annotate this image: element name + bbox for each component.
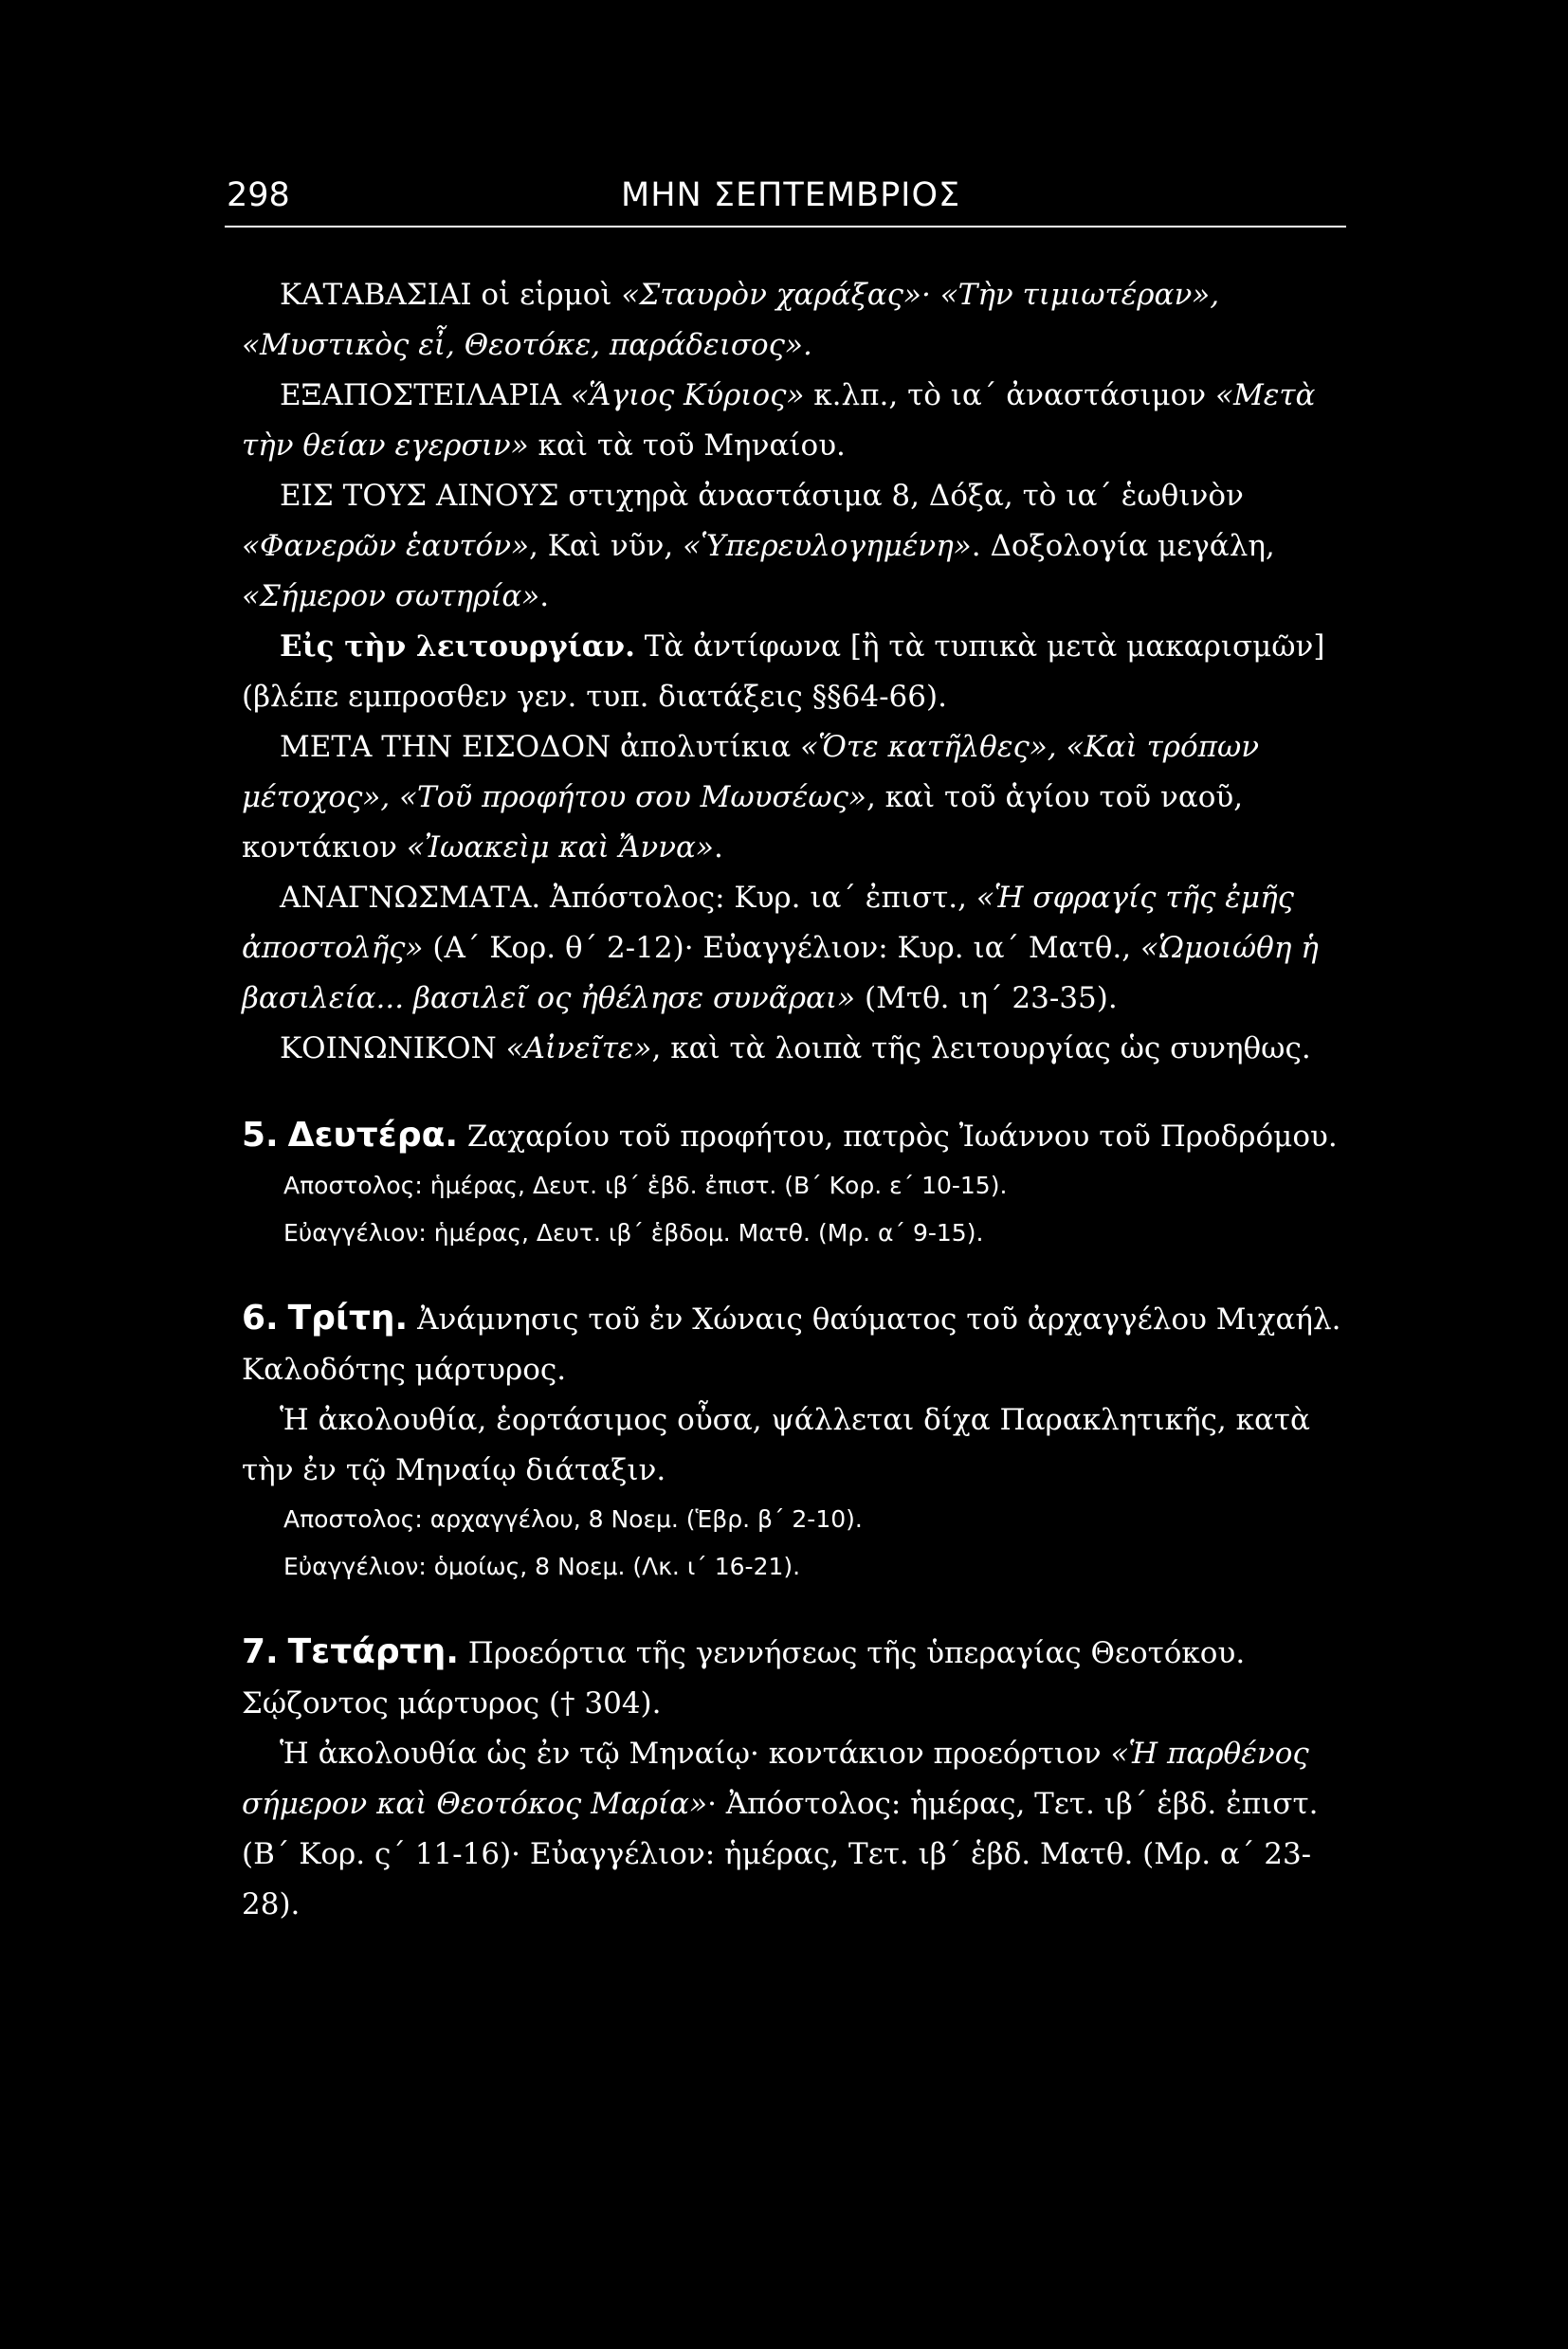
day-6-text: Ἀνάμνησις τοῦ ἐν Χώναις θαύματος τοῦ ἀρχαγγέλου Μιχαήλ. Καλοδότης μάρτυρος.	[242, 1302, 1341, 1387]
readings-quote-1: «Ἡ σφραγίς τῆς ἐμῆς ἀποστολῆς»	[242, 881, 1295, 965]
exapostilaria-text: κ.λπ., τὸ ια΄ ἀναστάσιμον	[804, 378, 1215, 412]
entrance-paragraph	[242, 722, 1346, 873]
readings-paragraph	[242, 873, 1346, 1024]
day-7-name: Τετάρτη.	[287, 1632, 459, 1671]
readings-text-2: (Α΄ Κορ. θ΄ 2-12)· Εὐαγγέλιον: Κυρ. ια΄ Ματθ.,	[423, 931, 1140, 965]
day-6-number: 6.	[242, 1299, 279, 1338]
running-title: ΜΗΝ ΣΕΠΤΕΜΒΡΙΟΣ	[621, 176, 961, 214]
ainous-text: ΕΙΣ ΤΟΥΣ ΑΙΝΟΥΣ στιχηρὰ ἀναστάσιμα 8, Δόξα, τὸ ια΄ ἑωθινὸν	[280, 479, 1244, 513]
liturgy-paragraph	[242, 622, 1346, 722]
day-7-text: Προεόρτια τῆς γεννήσεως τῆς ὑπεραγίας Θεοτόκου. Σῴζοντος μάρτυρος († 304).	[242, 1636, 1246, 1721]
entrance-hymns: «Ὅτε κατῆλθες», «Καὶ τρόπων μέτοχος», «Τοῦ προφήτου σου Μωυσέως»	[242, 730, 1260, 814]
day-5-reading-2: Εὐαγγέλιον: ἡμέρας, Δευτ. ιβ΄ ἑβδομ. Ματθ. (Μρ. α΄ 9-15).	[283, 1219, 984, 1247]
ainous-hymn-3: «Σήμερον σωτηρία»	[242, 579, 540, 613]
day-6-reading-1: Αποστολος: αρχαγγέλου, 8 Νοεμ. (Ἑβρ. β΄ 2-10).	[283, 1505, 863, 1533]
katavasiai-hymns: «Σταυρὸν χαράξας»· «Τὴν τιμιωτέραν», «Μυστικὸς εἶ, Θεοτόκε, παράδεισος».	[242, 278, 1220, 362]
ainous-text-3: . Δοξολογία μεγάλη,	[971, 529, 1275, 563]
page-body	[242, 270, 1346, 1930]
exapostilaria-label: ΕΞΑΠΟΣΤΕΙΛΑΡΙΑ	[280, 378, 571, 412]
readings-tail: (Μτθ. ιη΄ 23-35).	[855, 981, 1118, 1015]
koinonikon-paragraph	[242, 1024, 1346, 1074]
ainous-paragraph	[242, 471, 1346, 622]
ainous-text-2: , Καὶ νῦν,	[529, 529, 684, 563]
day-5-name: Δευτέρα.	[287, 1116, 458, 1155]
day-7-number: 7.	[242, 1632, 279, 1671]
entrance-text: , καὶ τοῦ ἁγίου τοῦ ναοῦ, κοντάκιον	[242, 780, 1244, 865]
ainous-hymn-2: «Ὑπερευλογημένη»	[683, 529, 972, 563]
exapostilaria-tail: καὶ τὰ τοῦ Μηναίου.	[528, 428, 846, 463]
liturgy-heading: Εἰς τὴν λειτουργίαν.	[280, 629, 635, 664]
day-6-reading-2: Εὐαγγέλιον: ὁμοίως, 8 Νοεμ. (Λκ. ι΄ 16-21).	[283, 1553, 801, 1580]
entrance-label: ΜΕΤΑ ΤΗΝ ΕΙΣΟΔΟΝ ἀπολυτίκια	[280, 730, 801, 764]
katavasiai-paragraph	[242, 270, 1346, 371]
katavasiai-text: ΚΑΤΑΒΑΣΙΑΙ οἱ εἱρμοὶ	[280, 278, 622, 312]
page-number: 298	[227, 176, 290, 214]
day-7-readings: · Ἀπόστολος: ἡμέρας, Τετ. ιβ΄ ἑβδ. ἐπιστ. (Β΄ Κορ. ς΄ 11-16)· Εὐαγγέλιον: ἡμέρας, Τετ. ιβ΄ ἑβδ. Ματθ. (Μρ. α΄ 23-28).	[242, 1787, 1319, 1921]
day-7-kontakion: «Ἡ παρθένος σήμερον καὶ Θεοτόκος Μαρία»	[242, 1737, 1309, 1821]
day-7-entry	[242, 1627, 1346, 1729]
exapostilaria-hymn-1: «Ἅγιος Κύριος»	[570, 378, 805, 412]
liturgy-text: Τὰ ἀντίφωνα [ἢ τὰ τυπικὰ μετὰ μακαρισμῶν] (βλέπε εμπροσθεν γεν. τυπ. διατάξεις §§64-66).	[242, 629, 1325, 714]
day-5-entry	[242, 1110, 1346, 1162]
page-header	[225, 176, 1346, 228]
exapostilaria-paragraph	[242, 371, 1346, 471]
readings-text: ΑΝΑΓΝΩΣΜΑΤΑ. Ἀπόστολος: Κυρ. ια΄ ἐπιστ.,	[280, 881, 976, 915]
readings-quote-2: «Ὡμοιώθη ἡ βασιλεία... βασιλεῖ ος ἠθέλησε συνᾶραι»	[242, 931, 1319, 1015]
entrance-kontakion: «Ἰωακεὶμ καὶ Ἄννα»	[406, 830, 714, 865]
day-5-number: 5.	[242, 1116, 279, 1155]
day-6-entry	[242, 1293, 1346, 1395]
ainous-tail: .	[539, 579, 550, 613]
day-7-note	[242, 1729, 1346, 1930]
entrance-tail: .	[713, 830, 723, 865]
day-5-text: Ζαχαρίου τοῦ προφήτου, πατρὸς Ἰωάννου τοῦ Προδρόμου.	[458, 1120, 1338, 1154]
ainous-hymn-1: «Φανερῶν ἑαυτόν»	[242, 529, 530, 563]
day-5-reading-1: Αποστολος: ἡμέρας, Δευτ. ιβ΄ ἑβδ. ἐπιστ. (Β΄ Κορ. ε΄ 10-15).	[283, 1172, 1008, 1199]
koinonikon-hymn: «Αἰνεῖτε»	[505, 1031, 652, 1065]
exapostilaria-hymn-2: «Μετὰ τὴν θείαν εγερσιν»	[242, 378, 1316, 463]
koinonikon-text: , καὶ τὰ λοιπὰ τῆς λειτουργίας ὡς συνηθως.	[651, 1031, 1311, 1065]
day-7-note-text: Ἡ ἀκολουθία ὡς ἐν τῷ Μηναίῳ· κοντάκιον προεόρτιον	[280, 1737, 1111, 1771]
day-6-name: Τρίτη.	[287, 1299, 409, 1338]
koinonikon-label: ΚΟΙΝΩΝΙΚΟΝ	[280, 1031, 506, 1065]
day-6-note: Ἡ ἀκολουθία, ἑορτάσιμος οὖσα, ψάλλεται δίχα Παρακλητικῆς, κατὰ τὴν ἐν τῷ Μηναίῳ διάταξιν.	[242, 1403, 1310, 1487]
